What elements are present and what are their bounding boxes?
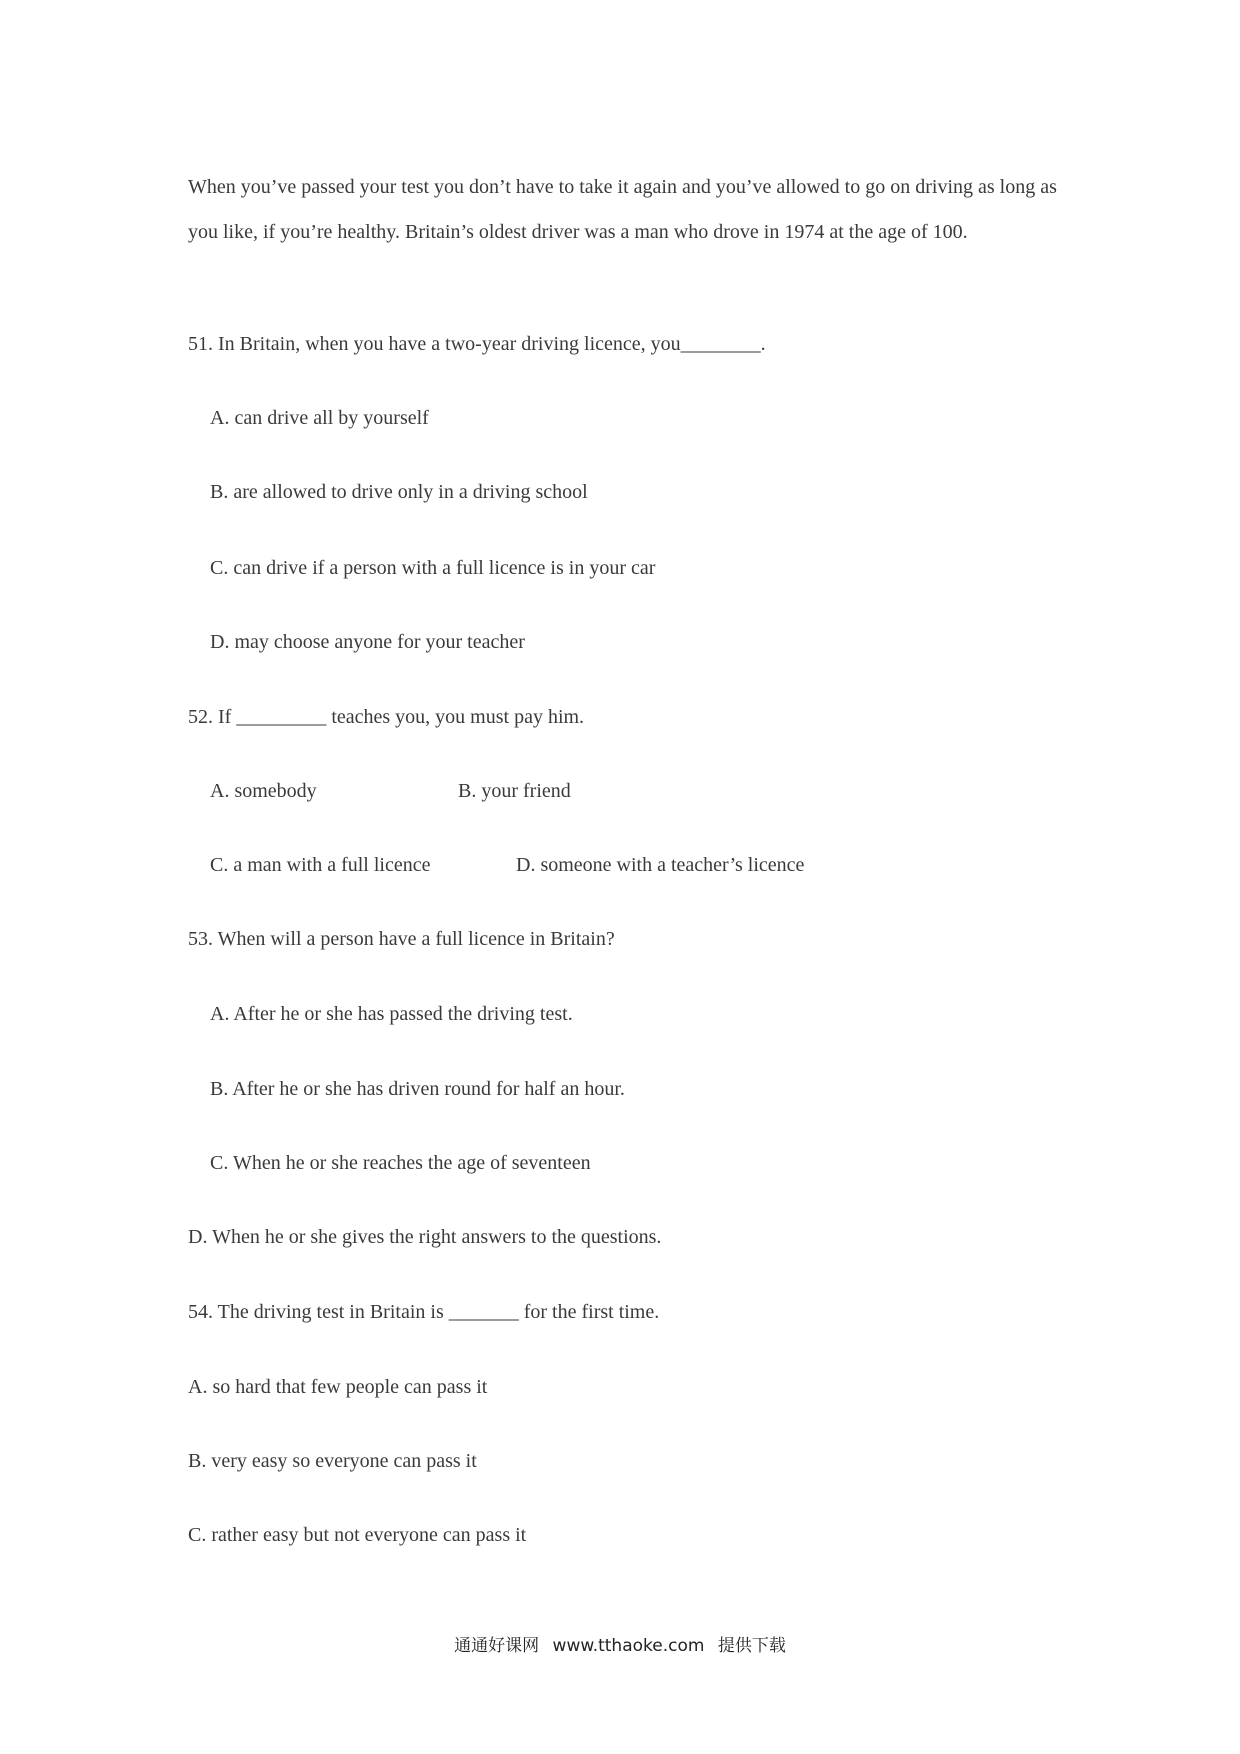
question-54-option-a: A. so hard that few people can pass it [188,1376,488,1398]
question-54-option-c: C. rather easy but not everyone can pass it [188,1524,527,1546]
question-51-option-d: D. may choose anyone for your teacher [210,631,525,653]
footer-suffix: 提供下载 [717,1636,786,1656]
footer-site-name: 通通好课网 [454,1636,540,1656]
question-54-option-b: B. very easy so everyone can pass it [188,1450,477,1472]
footer-url[interactable]: www.tthaoke.com [552,1636,705,1656]
question-51-option-c: C. can drive if a person with a full licence is in your car [210,557,656,579]
question-53-option-b: B. After he or she has driven round for half an hour. [210,1078,625,1100]
question-51-stem: 51. In Britain, when you have a two-year driving licence, you________. [188,333,766,355]
question-52-option-a: A. somebody [210,780,317,802]
question-53-option-a: A. After he or she has passed the driving test. [210,1003,573,1025]
question-51-option-a: A. can drive all by yourself [210,407,429,429]
question-52-option-c: C. a man with a full licence [210,854,431,876]
page-footer [0,1631,1240,1656]
question-53-option-d: D. When he or she gives the right answers to the questions. [188,1226,662,1248]
question-52-option-d: D. someone with a teacher’s licence [516,854,805,876]
question-53-stem: 53. When will a person have a full licence in Britain? [188,928,615,950]
passage-paragraph: When you’ve passed your test you don’t have to take it again and you’ve allowed to go on driving as long as you like, if you’re healthy. Britain’s oldest driver was a man who drove in 1974 at the age of 100. [188,176,1057,243]
question-52-stem: 52. If _________ teaches you, you must pay him. [188,706,585,728]
question-54-stem: 54. The driving test in Britain is _______ for the first time. [188,1301,660,1323]
question-52-option-b: B. your friend [458,780,571,802]
question-53-option-c: C. When he or she reaches the age of seventeen [210,1152,591,1174]
question-51-option-b: B. are allowed to drive only in a driving school [210,481,588,503]
